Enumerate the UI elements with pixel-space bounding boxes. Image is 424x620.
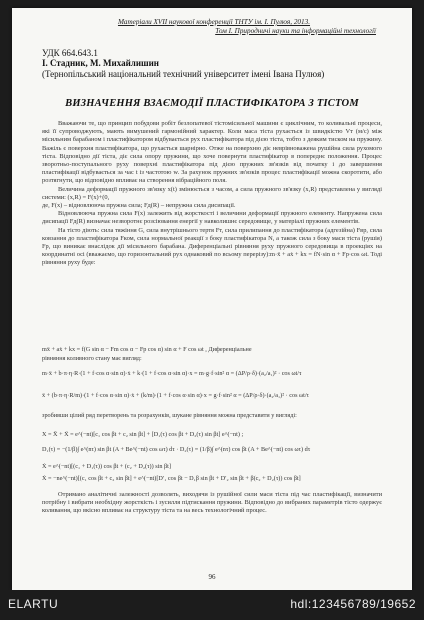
equation-2: ẍ + (b·π·η·R/m)·(1 + f·cos α·sin α)·ẋ + (k/m)·(1 + f·cos α·sin α)·x = g·f·sin² α = (ΔP/ρ·δ)·(a₂/a₁)² · cos ωt/τ <box>42 392 310 399</box>
paper-title: ВИЗНАЧЕННЯ ВЗАЄМОДІЇ ПЛАСТИФІКАТОРА З ТІСТОМ <box>65 98 359 109</box>
page-number: 96 <box>208 573 216 581</box>
document-page <box>12 8 412 590</box>
equation-1: m·ẍ + b·π·η·R·(1 + f·cos α·sin α)·ẋ + k·(1 + f·cos α·sin α)·x = m·g·f·sin² α = (ΔP/ρ·δ)·(a₂/a₁)² · cos ωt/τ <box>42 370 302 377</box>
equation-intro: зробивши цілий ряд перетворень та розрахунків, шукане рівняння можна представити у вигляді: <box>42 412 297 419</box>
paragraph: Отримано аналітичні залежності дозволять, виходячи із рушійної сили маси тіста під час пластифікації, визначити потрібну і вибрати необхідну жорсткість і зусилля підтискання пружини. Відповідно до вибраних параметрів тісто одержує коливання, що вкісно впливає на структуру тіста та на весь технологічний процес. <box>42 491 382 515</box>
equation-3: X = X̄ + X̃ = e^(−nt)[c₁ cos βt + c₂ sin βt] + [D₁(τ) cos βt + D₂(τ) sin βt] e^(−nt) ; <box>42 431 244 438</box>
footer-bar <box>0 590 424 620</box>
paragraph: Відновлююча пружна сила F(x) залежить від жорсткості і величини деформації пружного елементу. Напружена сила дисипації Fд(R) визначає незворотнє розсіювання енергії у навколишнє середовище, у матеріалі пружних елементів. <box>42 210 382 226</box>
header-line-1: Матеріали XVII наукової конференції ТНТУ ім. І. Пулюя, 2013. <box>117 18 311 26</box>
authors: І. Стадник, М. Михайлишин <box>42 58 159 68</box>
header-line-2: Том І. Природничі науки та інформаційні технології <box>215 27 376 35</box>
footer-repository: ELARTU <box>8 597 59 611</box>
equation-4: D₁(τ) = −(1/β)∫ e^(nτ) sin βt (A + Be^(−nt) cos ωτ) dτ · D₂(τ) = (1/β)∫ e^(nτ) cos βt (A + Be^(−nt) cos ωτ) dτ <box>42 446 311 453</box>
equation-6: Ẋ = −ne^(−nt)[(c₁ cos βt + c₂ sin βt] + e^(−nt)[D′₁ cos βt − D₁β sin βt + D′₂ sin βt + β(c₂ + D₂(τ)) cos βt] <box>42 475 301 482</box>
affiliation: (Тернопільський національний технічний університет імені Івана Пулюя) <box>42 69 325 79</box>
paragraph: рівняння коливного стану має вигляд: <box>42 355 142 362</box>
running-header <box>52 18 376 36</box>
footer-handle: hdl:123456789/19652 <box>290 597 416 611</box>
paragraph: Величина деформації пружного зв'язку x(t) змінюється з часом, а сила пружного зв'язку (x,R) представлена у вигляді системи: (x,R) = F(x)+(0, <box>42 185 382 201</box>
equation-motion: mẍ + aẋ + kx = f(G sin α − Fm cos α − Fp cos α) sin α + F cos ωt , Диференціальне <box>42 346 252 353</box>
paragraph: На тісто діють: сила тяжіння G, сила внутрішнього тертя Fт, сила прилипання до пластифікатора (адгезійна) Fвр, сила ковзання до пластифікатора Fком, сила нормальної реакції з боку пластифікатора N, а також сила з боку маси тіста (рушія) Fр, що виникає внаслідок дії місильного барабана. Диференціальні рівняння руху пружного середовища в проекціях на координатні осі (вважаємо, що горизонтальний рух однаковий по всьому перерізу):m·ẍ + aẋ + kx = fN·sin α + Fp·cos ωt. Тоді рівняння руху буде: <box>42 226 382 267</box>
equation-5: Ẋ = e^(−nt)[(c₁ + D₁(τ)) cos βt + (c₂ + D₂(τ)) sin βt] <box>42 463 171 470</box>
paragraph: Вважаючи те, що принцип побудови робіт безлопатевої тістомісильної машини є циклічним, то коливальні процеси, які її супроводжують, мають вимушений гармонійний характер. Коли маса тіста рухається із швидкістю Vт (м/с) між місильним барабаном і пластифікатором відбувається рух пластифікатора під дією тіста, тобто з деяким тиском на пружину. Важіль є поверхня пластифікатора, що рухається шарнірно. Отже на поверхню діє неврівноважена рушійна сила рухомого тіста. Відповідно дії тіста, діє сила опору пружини, що хоче повернути пластифікатор в попереднє положення. Процес зворотньо-поступального руху поверхні пластифікатора під дією пружних зв'язків від початку і до завершення пластифікації відбувається за час t із частотою w. За рахунок пружних зв'язків процес пластифікації можна скоротити, або розтягнути, що відповідно впливає на створення вібраційного поля. <box>42 120 382 185</box>
body-text <box>42 120 382 268</box>
udk-code: УДК 664.643.1 <box>42 48 98 58</box>
conclusion-text <box>42 491 382 516</box>
paragraph: де, F(x) – відновлююча пружна сила; Fд(R) – непружна сила дисипації. <box>42 202 236 210</box>
